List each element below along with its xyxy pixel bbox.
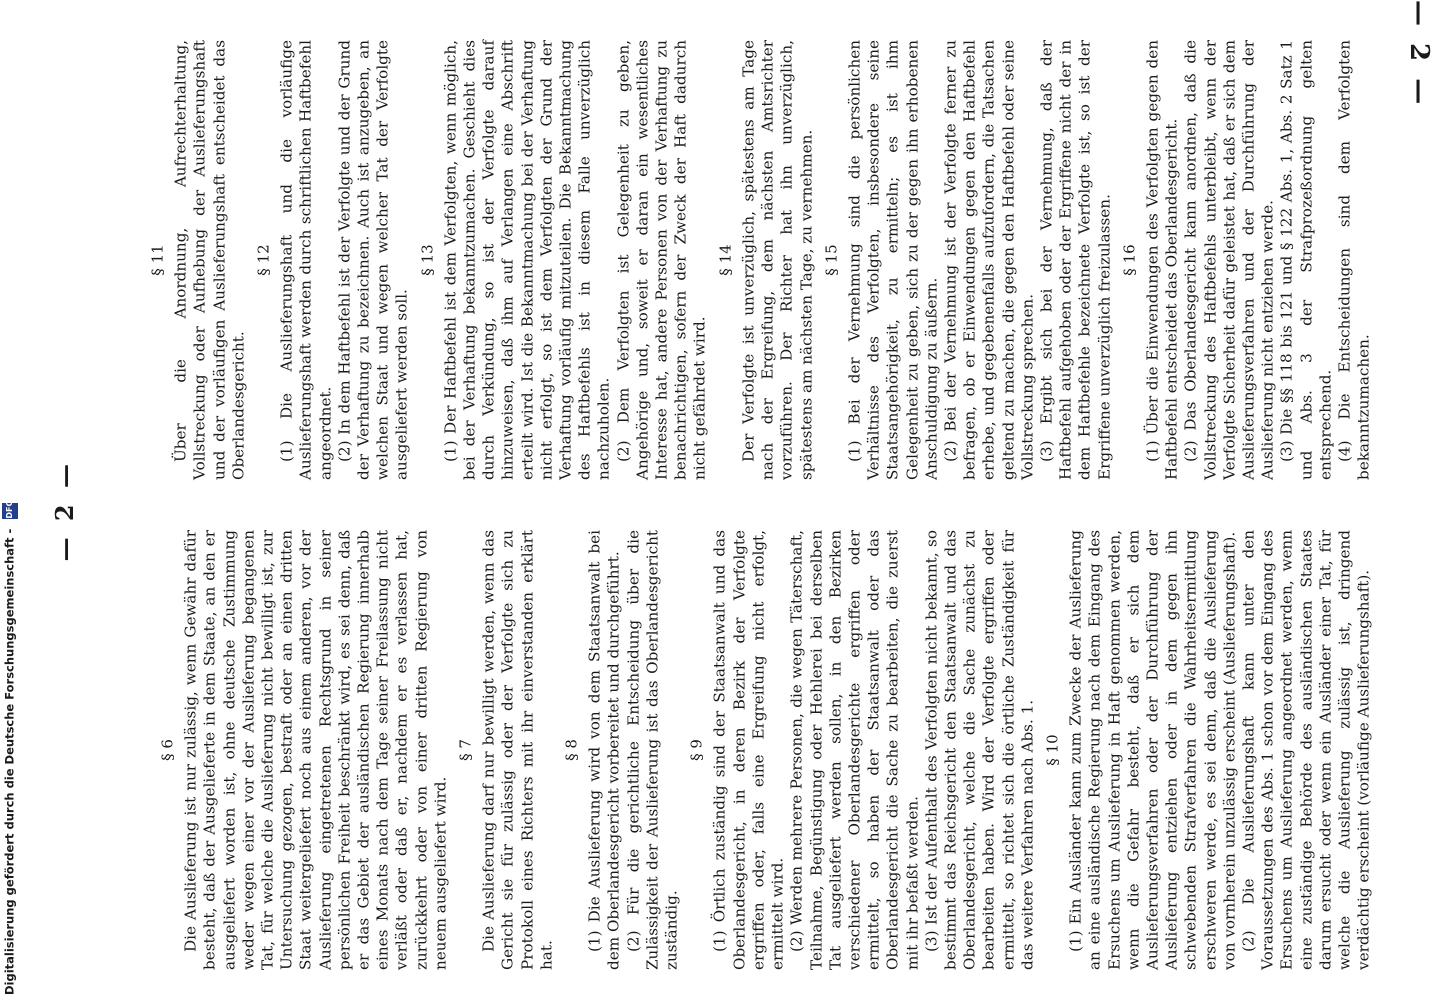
section-heading: § 7 [456,739,475,761]
section-heading: § 14 [716,244,735,276]
paragraph: (4) Die Entscheidungen sind dem Verfolgten bekanntzumachen. [1335,40,1373,480]
left-column [153,530,1374,970]
document-page [34,0,1434,1000]
paragraph: (2) Werden mehrere Personen, die wegen Täterschaft, Teilnahme, Begünstigung oder Hehlerei bei derselben Tat ausgeliefert werden sollen, in den Bezirken verschiedener Oberlandesgerichte ergriffen oder ermittelt, so haben der Staatsanwalt oder das Oberlandesgericht die Sache zu bearbeiten, die zuerst mit ihr befaßt werden. [787,530,922,970]
paragraph: (3) Ergibt sich bei der Vernehmung, daß der Haftbefehl aufgehoben oder der Ergriffene nicht der in dem Haftbefehle bezeichnete Verfolgte ist, so ist der Ergriffene unverzüglich freizulassen. [1037,40,1114,480]
paragraph: Über die Anordnung, Aufrechterhaltung, Vollstreckung oder Aufhebung der Auslieferungshaft und der vorläufigen Auslieferungshaft entscheidet das Oberlandesgericht. [171,40,248,480]
paragraph: (1) Ein Ausländer kann zum Zwecke der Auslieferung an eine ausländische Regierung nach dem Eingang des Ersuchens um Auslieferung in Haft genommen werden, wenn die Gefahr besteht, daß er sich dem Auslieferungsverfahren oder der Durchführung der Auslieferung entziehen oder in dem gegen ihn schwebenden Strafverfahren die Wahrheitsermittlung erschweren werde, es sei denn, daß die Auslieferung von vornherein unzulässig erscheint (Auslieferungshaft). [1066,530,1239,970]
paragraph: (1) Örtlich zuständig sind der Staatsanwalt und das Oberlandesgericht, in deren Bezirk der Verfolgte ergriffen oder, falls eine Ergreifung nicht erfolgt, ermittelt wird. [711,530,787,970]
paragraph: (1) Über die Einwendungen des Verfolgten gegen den Haftbefehl entscheidet das Oberlandesgericht. [1143,40,1181,480]
dfg-logo-icon: DFG [2,503,18,519]
section-heading: § 9 [687,739,706,761]
paragraph: (2) Das Oberlandesgericht kann anordnen, daß die Vollstreckung des Haftbefehls unterbleibt, wenn der Verfolgte Sicherheit dafür geleistet hat, daß er sich dem Auslieferungsverfahren und der Durchführung der Auslieferung nicht entziehen werde. [1181,40,1277,480]
page-number: — 2 — [1404,0,1434,109]
footer-text: Digitalisierung gefördert durch die Deutsche Forschungsgemeinschaft - [2,528,17,995]
footer [2,0,18,995]
section-heading: § 6 [158,739,177,761]
section-heading: § 12 [254,244,273,276]
paragraph: (2) Die Auslieferungshaft kann unter den Voraussetzungen des Abs. 1 schon vor dem Eingang des Ersuchens um Auslieferung angeordnet werden, wenn eine zuständige Behörde des ausländischen Staates darum ersucht oder wenn ein Ausländer einer Tat, für welche die Auslieferung zulässig ist, dringend verdächtig erscheint (vorläufige Auslieferungshaft). [1239,530,1373,970]
paragraph: (1) Die Auslieferungshaft und die vorläufige Auslieferungshaft werden durch schriftlichen Haftbefehl angeordnet. [277,40,335,480]
paragraph: (2) Bei der Vernehmung ist der Verfolgte ferner zu befragen, ob er Einwendungen gegen den Haftbefehl erhebe, und gegebenenfalls aufzufordern, die Tatsachen geltend zu machen, die gegen den Haftbefehl oder seine Vollstreckung sprechen. [941,40,1037,480]
paragraph: (1) Der Haftbefehl ist dem Verfolgten, wenn möglich, bei der Verhaftung bekanntzumachen. Geschieht dies durch Verkündung, so ist der Verfolgte darauf hinzuweisen, daß ihm auf Verlangen eine Abschrift erteilt wird. Ist die Bekanntmachung bei der Verhaftung nicht erfolgt, so ist dem Verfolgten der Grund der Verhaftung vorläufig mitzuteilen. Die Bekanntmachung des Haftbefehls ist in diesem Falle unverzüglich nachzuholen. [441,40,614,480]
section-heading: § 13 [418,244,437,276]
section-heading: § 11 [148,244,167,276]
paragraph: Die Auslieferung ist nur zulässig, wenn Gewähr dafür besteht, daß der Ausgelieferte in dem Staate, an den er ausgeliefert worden ist, ohne deutsche Zustimmung weder wegen einer vor der Auslieferung begangenen Tat, für welche die Auslieferung nicht bewilligt ist, zur Untersuchung gezogen, bestraft oder an einen dritten Staat weitergeliefert noch aus einem anderen, vor der Auslieferung eingetretenen Rechtsgrund in seiner persönlichen Freiheit beschränkt wird, es sei denn, daß er das Gebiet der ausländischen Regierung innerhalb eines Monats nach dem Tage seiner Freilassung nicht verläßt oder daß er, nachdem er es verlassen hat, zurückkehrt oder von einer dritten Regierung von neuem ausgeliefert wird. [181,530,450,970]
paragraph: (3) Ist der Aufenthalt des Verfolgten nicht bekannt, so bestimmt das Reichsgericht den Staatsanwalt und das Oberlandesgericht, welche die Sache zunächst zu bearbeiten haben. Wird der Verfolgte ergriffen oder ermittelt, so richtet sich die örtliche Zuständigkeit für das weitere Verfahren nach Abs. 1. [922,530,1037,970]
paragraph: (2) Dem Verfolgten ist Gelegenheit zu geben, Angehörige und, soweit er daran ein wesentliches Interesse hat, andere Personen von der Verhaftung zu benachrichtigen, sofern der Zweck der Haft dadurch nicht gefährdet wird. [614,40,710,480]
paragraph: (2) In dem Haftbefehl ist der Verfolgte und der Grund der Verhaftung zu bezeichnen. Auch ist anzugeben, an welchen Staat und wegen welcher Tat der Verfolgte ausgeliefert werden soll. [335,40,412,480]
paragraph: (3) Die §§ 118 bis 121 und § 122 Abs. 1, Abs. 2 Satz 1 und Abs. 3 der Strafprozeßordnung gelten entsprechend. [1277,40,1335,480]
section-heading: § 16 [1120,244,1139,276]
paragraph: (1) Bei der Vernehmung sind die persönlichen Verhältnisse des Verfolgten, insbesondere seine Staatsangehörigkeit, zu ermitteln; es ist ihm Gelegenheit zu geben, sich zu der gegen ihn erhobenen Anschuldigung zu äußern. [845,40,941,480]
paragraph: (2) Für die gerichtliche Entscheidung über die Zulässigkeit der Auslieferung ist das Oberlandesgericht zuständig. [624,530,681,970]
section-heading: § 10 [1043,734,1062,766]
right-column [143,40,1374,480]
paragraph: Die Auslieferung darf nur bewilligt werden, wenn das Gericht sie für zulässig oder der Verfolgte sich zu Protokoll eines Richters mit ihr einverstanden erklärt hat. [479,530,556,970]
paragraph: (1) Die Auslieferung wird von dem Staatsanwalt bei dem Oberlandesgericht vorbereitet und durchgeführt. [585,530,624,970]
paragraph: Der Verfolgte ist unverzüglich, spätestens am Tage nach der Ergreifung, dem nächsten Amtsrichter vorzuführen. Der Richter hat ihn unverzüglich, spätestens am nächsten Tage, zu vernehmen. [739,40,816,480]
page-number: — 2 — [50,460,79,562]
section-heading: § 8 [562,739,581,761]
section-heading: § 15 [822,244,841,276]
